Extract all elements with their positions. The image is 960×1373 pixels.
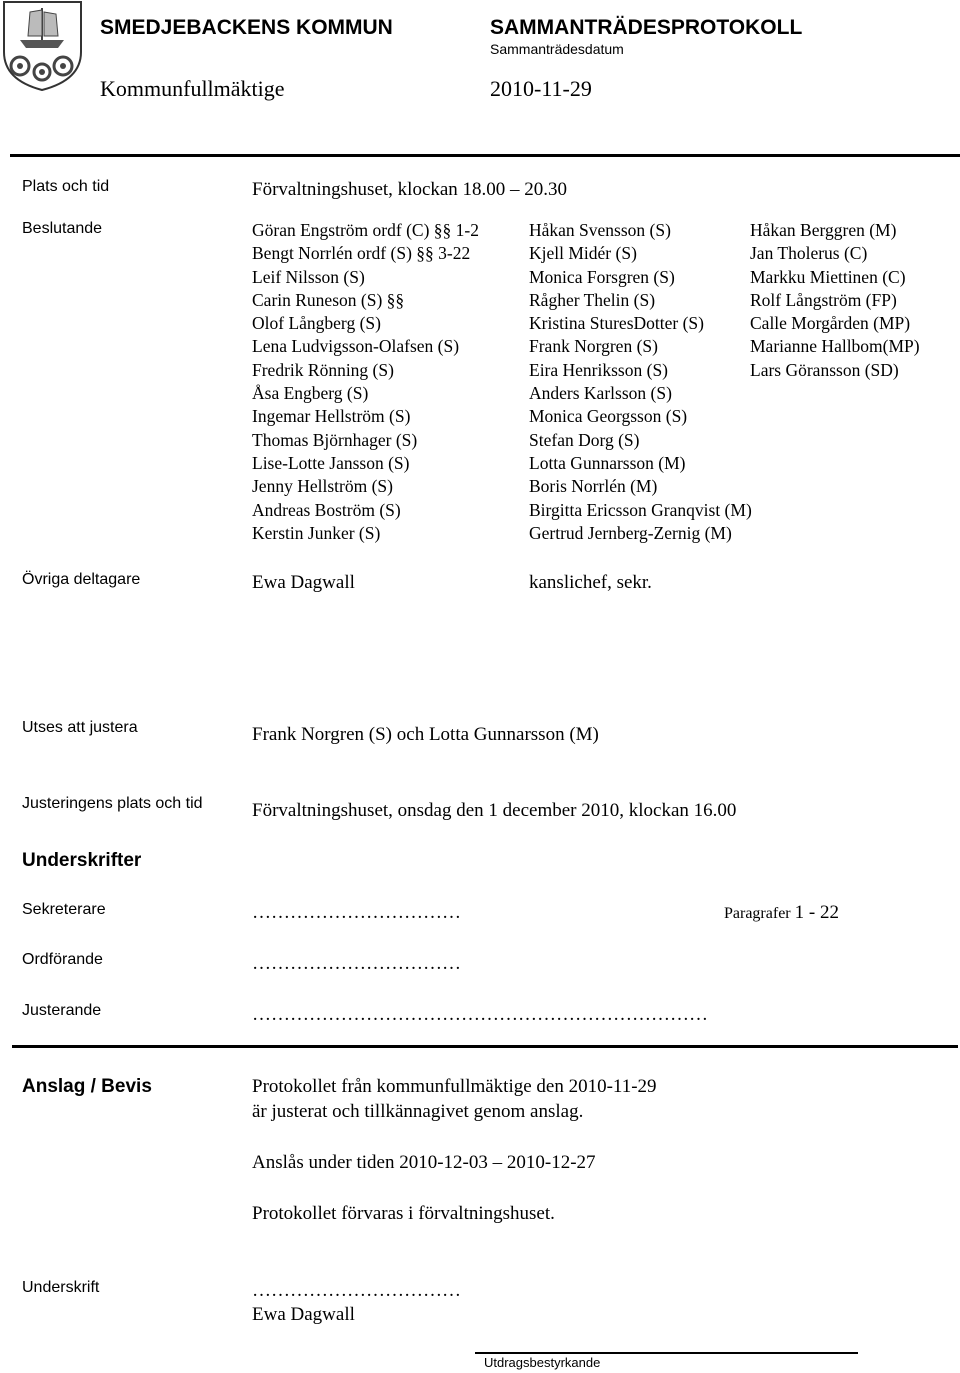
member-name: Boris Norrlén (M) [529, 476, 658, 497]
document-type: SAMMANTRÄDESPROTOKOLL [490, 16, 803, 39]
meeting-date-label: Sammanträdesdatum [490, 41, 624, 57]
chair-label: Ordförande [22, 951, 103, 968]
meeting-date: 2010-11-29 [490, 76, 592, 101]
notice-divider [12, 1045, 958, 1048]
member-name: Eira Henriksson (S) [529, 359, 669, 380]
member-name: Gertrud Jernberg-Zernig (M) [529, 522, 732, 543]
member-name: Jan Tholerus (C) [750, 243, 868, 264]
member-name: Monica Forsgren (S) [529, 266, 675, 287]
signatures-heading: Underskrifter [22, 850, 142, 871]
footer-divider [475, 1352, 858, 1354]
member-name: Kerstin Junker (S) [252, 522, 381, 543]
place-label: Plats och tid [22, 178, 110, 195]
member-name: Anders Karlsson (S) [529, 383, 672, 404]
signature-label: Underskrift [22, 1279, 100, 1296]
member-name: Åsa Engberg (S) [252, 383, 369, 404]
member-name: Markku Miettinen (C) [750, 266, 906, 287]
notice-line4: Protokollet förvaras i förvaltningshuset. [252, 1203, 555, 1224]
member-name: Ingemar Hellström (S) [252, 406, 411, 427]
member-name: Bengt Norrlén ordf (S) §§ 3-22 [252, 243, 471, 264]
member-name: Lise-Lotte Jansson (S) [252, 452, 410, 473]
notice-line3: Anslås under tiden 2010-12-03 – 2010-12-27 [252, 1152, 596, 1173]
member-name: Göran Engström ordf (C) §§ 1-2 [252, 220, 479, 240]
member-name: Lena Ludvigsson-Olafsen (S) [252, 336, 460, 357]
adjusters-value: Frank Norgren (S) och Lotta Gunnarsson (M) [252, 724, 599, 745]
secretary-label: Sekreterare [22, 901, 106, 918]
member-name: Kristina SturesDotter (S) [529, 313, 704, 334]
member-name: Stefan Dorg (S) [529, 429, 640, 450]
header-divider [10, 154, 960, 157]
decision-makers-label: Beslutande [22, 220, 103, 237]
member-name: Håkan Berggren (M) [750, 220, 897, 240]
others-role: kanslichef, sekr. [529, 572, 652, 593]
others-name: Ewa Dagwall [252, 572, 355, 593]
member-name: Rolf Långström (FP) [750, 289, 897, 310]
signature-line: …………………………… [252, 1280, 461, 1301]
footer-label: Utdragsbestyrkande [484, 1355, 601, 1370]
member-name: Jenny Hellström (S) [252, 476, 393, 497]
adjusters-label: Utses att justera [22, 719, 138, 736]
municipality-name: SMEDJEBACKENS KOMMUN [100, 16, 393, 39]
paragraphs-value: 1 - 22 [794, 902, 839, 923]
signature-name: Ewa Dagwall [252, 1304, 355, 1325]
member-name: Thomas Björnhager (S) [252, 429, 418, 450]
paragraphs [724, 902, 839, 924]
member-name: Rågher Thelin (S) [529, 289, 656, 310]
member-name: Kjell Midér (S) [529, 243, 637, 264]
place-value: Förvaltningshuset, klockan 18.00 – 20.30 [252, 179, 568, 200]
member-name: Calle Morgården (MP) [750, 313, 911, 334]
member-name: Monica Georgsson (S) [529, 406, 688, 427]
member-name: Olof Långberg (S) [252, 313, 381, 334]
meeting-body: Kommunfullmäktige [100, 76, 285, 101]
notice-line2: är justerat och tillkännagivet genom anslag. [252, 1101, 584, 1122]
decision-makers-col3 [750, 219, 920, 382]
member-name: Lotta Gunnarsson (M) [529, 452, 686, 473]
adjuster-label: Justerande [22, 1002, 102, 1019]
notice-label: Anslag / Bevis [22, 1076, 152, 1097]
adjustment-place-value: Förvaltningshuset, onsdag den 1 december 2010, klockan 16.00 [252, 800, 737, 821]
decision-makers-col1 [252, 219, 479, 545]
decision-makers-col2 [529, 219, 752, 545]
member-name: Andreas Boström (S) [252, 499, 401, 520]
chair-signature-line: …………………………… [252, 953, 461, 974]
secretary-signature-line: …………………………… [252, 902, 461, 923]
member-name: Marianne Hallbom(MP) [750, 336, 920, 357]
member-name: Håkan Svensson (S) [529, 220, 671, 240]
member-name: Carin Runeson (S) §§ [252, 289, 405, 310]
member-name: Frank Norgren (S) [529, 336, 658, 357]
municipal-logo-shield [0, 0, 85, 92]
member-name: Lars Göransson (SD) [750, 359, 899, 380]
paragraphs-label: Paragrafer [724, 905, 791, 922]
member-name: Birgitta Ericsson Granqvist (M) [529, 499, 752, 520]
others-label: Övriga deltagare [22, 571, 141, 588]
member-name: Fredrik Rönning (S) [252, 359, 394, 380]
notice-line1: Protokollet från kommunfullmäktige den 2010-11-29 [252, 1076, 657, 1097]
member-name: Leif Nilsson (S) [252, 266, 365, 287]
adjuster-signature-line: ……………………………………………………………… [252, 1004, 708, 1025]
adjustment-place-label: Justeringens plats och tid [22, 795, 203, 812]
